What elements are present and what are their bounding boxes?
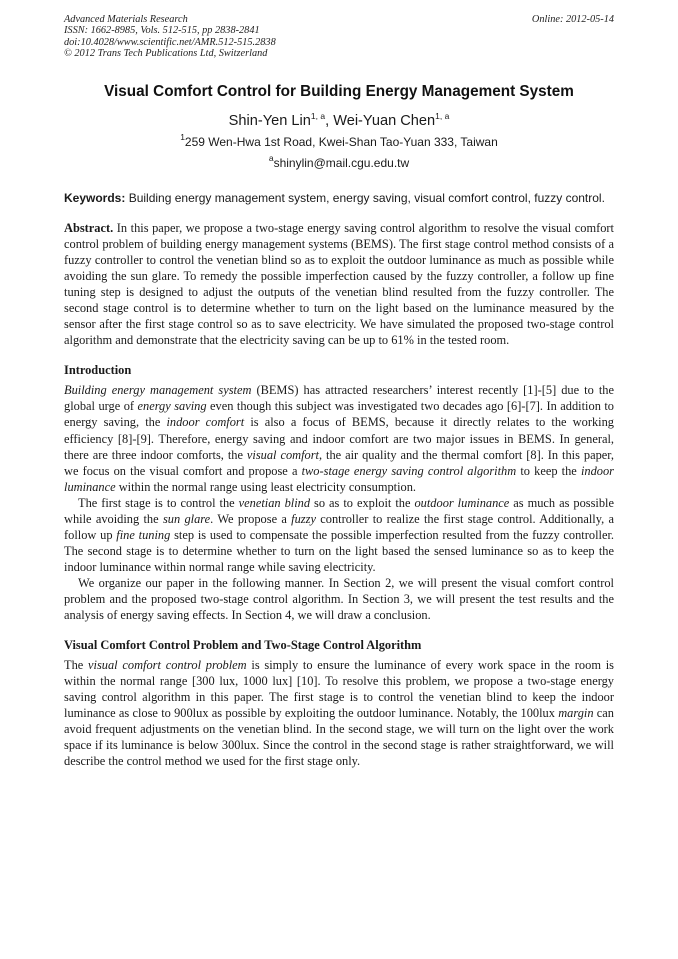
author-affil-marker: 1, a [310,111,326,121]
copyright-line: © 2012 Trans Tech Publications Ltd, Switzerland [64,48,268,60]
author-affil-marker: 1, a [435,111,450,121]
section-heading-introduction: Introduction [64,363,132,378]
online-date: Online: 2012-05-14 [531,14,614,25]
text-run: is simply to ensure the luminance of every work space in the room is within the normal range [300 lux, 1000 lux] [10]. To resolve this problem, we propose a two-stage energy saving control algorithm in this paper. The first stage is to control the venetian blind to keep the indoor luminance as close to 900lux as possible by exploiting the outdoor luminance. Notably, the 100lux [64,658,614,721]
text-run: , the air quality and the thermal comfort [8]. In this paper, we focus on the visual comfort and propose a [64,447,614,478]
emphasized-term: margin [558,706,594,721]
text-run: so as to exploit the [310,495,415,510]
text-run: as much as possible while avoiding the [64,495,614,526]
affil-marker: 1 [180,132,185,142]
abstract-text: In this paper, we propose a two-stage energy saving control algorithm to resolve the visual comfort control problem of building energy management systems (BEMS). The first stage control method consists of a fuzzy controller to control the venetian blind so as to exploit the outdoor luminance as much as possible while avoiding the sun glare. To remedy the possible imperfection caused by the fuzzy controller, a follow up fine tuning step is designed to adjust the outputs of the venetian blind resulted from the fuzzy controller. The second stage control is to determine whether to turn on the light based on the luminance measured by the sensor after the first stage control so as to save electricity. We have simulated the proposed two-stage control algorithm and demonstrate that the electricity saving can be up to 61% in the tested room. [64,221,614,348]
emphasized-term: fuzzy [291,511,316,526]
journal-header [64,14,614,68]
author-name: Shin-Yen Lin [228,113,311,129]
doi-line[interactable]: doi:10.4028/www.scientific.net/AMR.512-515.2838 [64,36,276,48]
text-run: The [64,658,89,673]
emphasized-term: visual comfort control problem [88,658,247,673]
text-run: even though this subject was investigated two decades ago [6]-[7]. In addition to energy saving, the [64,399,614,430]
email-marker: a [268,153,274,163]
text-run: can avoid frequent adjustments on the venetian blind. In the second stage, we will turn on the light over the work space if its luminance is below 300lux. Since the control in the second stage is rather straightforward, we will describe the control method we used for the first stage only. [64,706,614,769]
affiliation-email [64,155,614,171]
abstract [64,220,614,348]
emphasized-term: sun glare [162,511,211,526]
affiliation-address [64,134,614,150]
text-run: to keep the [516,463,581,478]
emphasized-term: two-stage energy saving control algorithm [301,463,517,478]
intro-paragraph-3: We organize our paper in the following manner. In Section 2, we will present the visual comfort control problem and the proposed two-stage control algorithm. In Section 3, we will present the test results and the analysis of energy saving effects. In Section 4, we will draw a conclusion. [64,575,614,623]
text-run: within the normal range using least electricity consumption. [115,479,417,494]
section-heading-visual-comfort: Visual Comfort Control Problem and Two-Stage Control Algorithm [64,638,422,653]
text-run: is also a focus of BEMS, because it directly relates to the working efficiency [8]-[9]. Therefore, energy saving and indoor comfort are two major issues in BEMS. In general, there are three indoor comforts, the [64,415,614,462]
emphasized-term: indoor luminance [64,463,614,494]
emphasized-term: indoor comfort [166,415,245,430]
author-name: Wei-Yuan Chen [333,113,436,129]
emphasized-term: Building energy management system [64,383,252,398]
keywords [64,190,614,206]
intro-paragraph-1 [64,382,614,494]
affil-address-text: 259 Wen-Hwa 1st Road, Kwei-Shan Tao-Yuan 333, Taiwan [184,135,498,149]
text-run: step is used to compensate the possible imperfection resulted from the fuzzy controller. The second stage is to determine whether to turn on the light based the sensed luminance so as to keep the indoor luminance within normal range while saving electricity. [64,527,614,574]
emphasized-term: venetian blind [238,495,311,510]
emphasized-term: fine tuning [116,527,171,542]
author-list: Shin-Yen Lin$^{1, a}$, Wei-Yuan Chen$^{1, a}$ [228,111,450,129]
section2-paragraph-1 [64,657,614,769]
intro-paragraph-2 [64,495,614,575]
email-address[interactable]: shinylin@mail.cgu.edu.tw [273,156,410,170]
issn-line: ISSN: 1662-8985, Vols. 512-515, pp 2838-2841 [64,25,260,37]
emphasized-term: visual comfort [246,447,319,462]
text-run: . We propose a [210,511,292,526]
emphasized-term: energy saving [137,399,207,414]
text-run: The first stage is to control the [78,495,239,510]
text-run: (BEMS) has attracted researchers’ interest recently [1]-[5] due to the global urge of [64,383,614,414]
paper-title: Visual Comfort Control for Building Energy Management System [104,83,574,100]
journal-name: Advanced Materials Research [64,14,188,25]
emphasized-term: outdoor luminance [414,495,510,510]
text-run: controller to realize the first stage control. Additionally, a follow up [64,511,614,542]
keywords-label: Keywords: [64,191,126,205]
keywords-text: Building energy management system, energy saving, visual comfort control, fuzzy control. [128,191,605,205]
abstract-label: Abstract. [64,221,114,235]
paper-page [64,14,614,769]
